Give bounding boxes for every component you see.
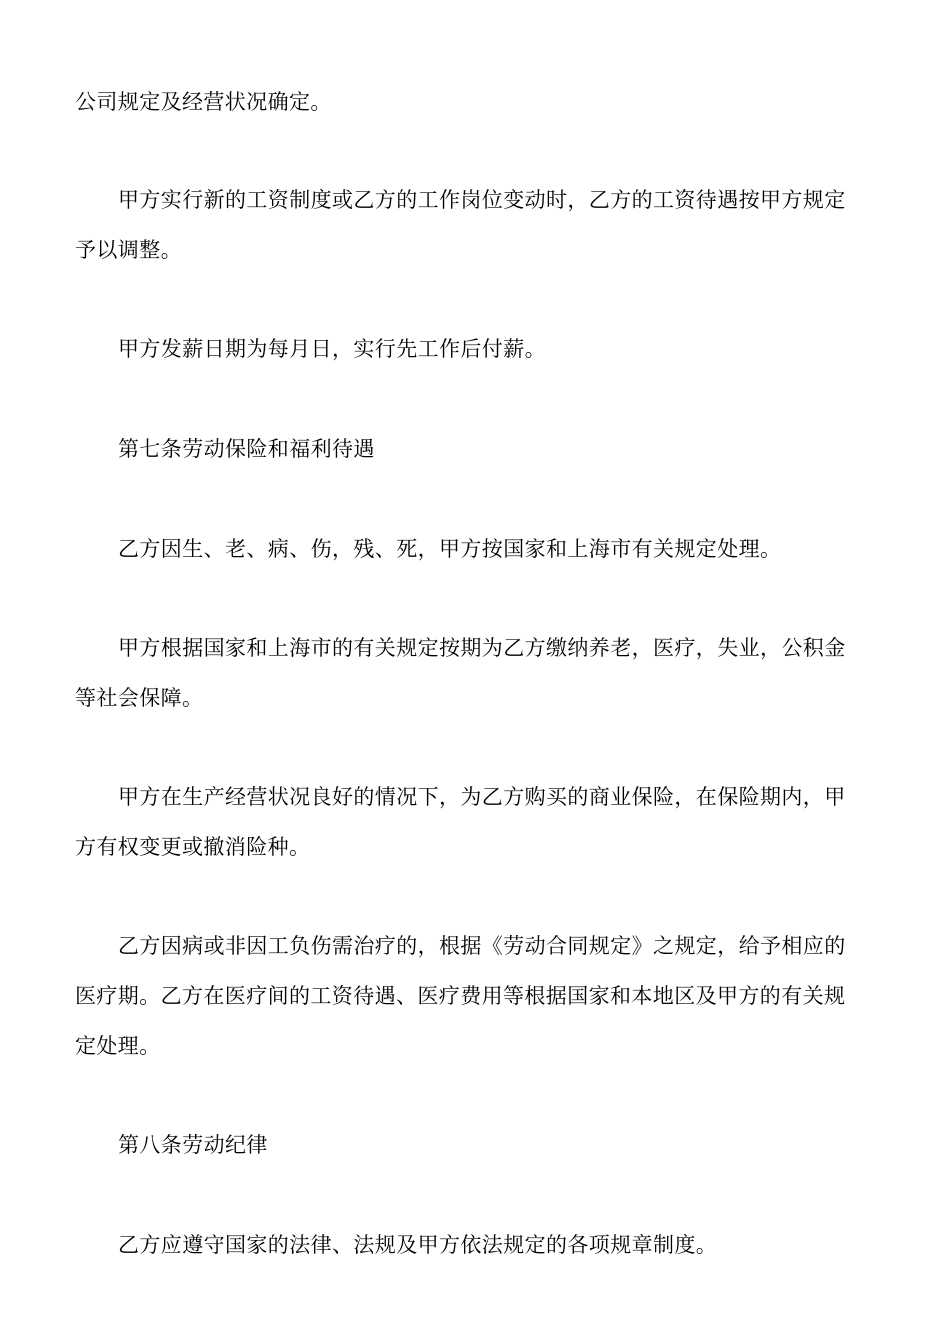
paragraph-line: 等社会保障。	[75, 686, 204, 710]
section-heading: 第八条劳动纪律	[118, 1133, 268, 1157]
paragraph-line: 乙方因生、老、病、伤，残、死，甲方按国家和上海市有关规定处理。	[118, 537, 782, 561]
section-heading: 第七条劳动保险和福利待遇	[118, 437, 375, 461]
paragraph-line: 予以调整。	[75, 238, 182, 262]
paragraph-line: 乙方应遵守国家的法律、法规及甲方依法规定的各项规章制度。	[118, 1233, 718, 1257]
paragraph-line: 定处理。	[75, 1034, 161, 1058]
paragraph-line: 医疗期。乙方在医疗间的工资待遇、医疗费用等根据国家和本地区及甲方的有关规	[75, 984, 846, 1008]
paragraph-line: 甲方根据国家和上海市的有关规定按期为乙方缴纳养老，医疗，失业，公积金	[118, 636, 846, 660]
paragraph-line: 乙方因病或非因工负伤需治疗的，根据《劳动合同规定》之规定，给予相应的	[118, 934, 846, 958]
paragraph-line: 甲方在生产经营状况良好的情况下，为乙方购买的商业保险，在保险期内，甲	[118, 785, 846, 809]
paragraph-line: 公司规定及经营状况确定。	[75, 90, 332, 114]
paragraph-line: 甲方发薪日期为每月日，实行先工作后付薪。	[118, 337, 546, 361]
paragraph-line: 方有权变更或撤消险种。	[75, 835, 311, 859]
paragraph-line: 甲方实行新的工资制度或乙方的工作岗位变动时，乙方的工资待遇按甲方规定	[118, 188, 846, 212]
